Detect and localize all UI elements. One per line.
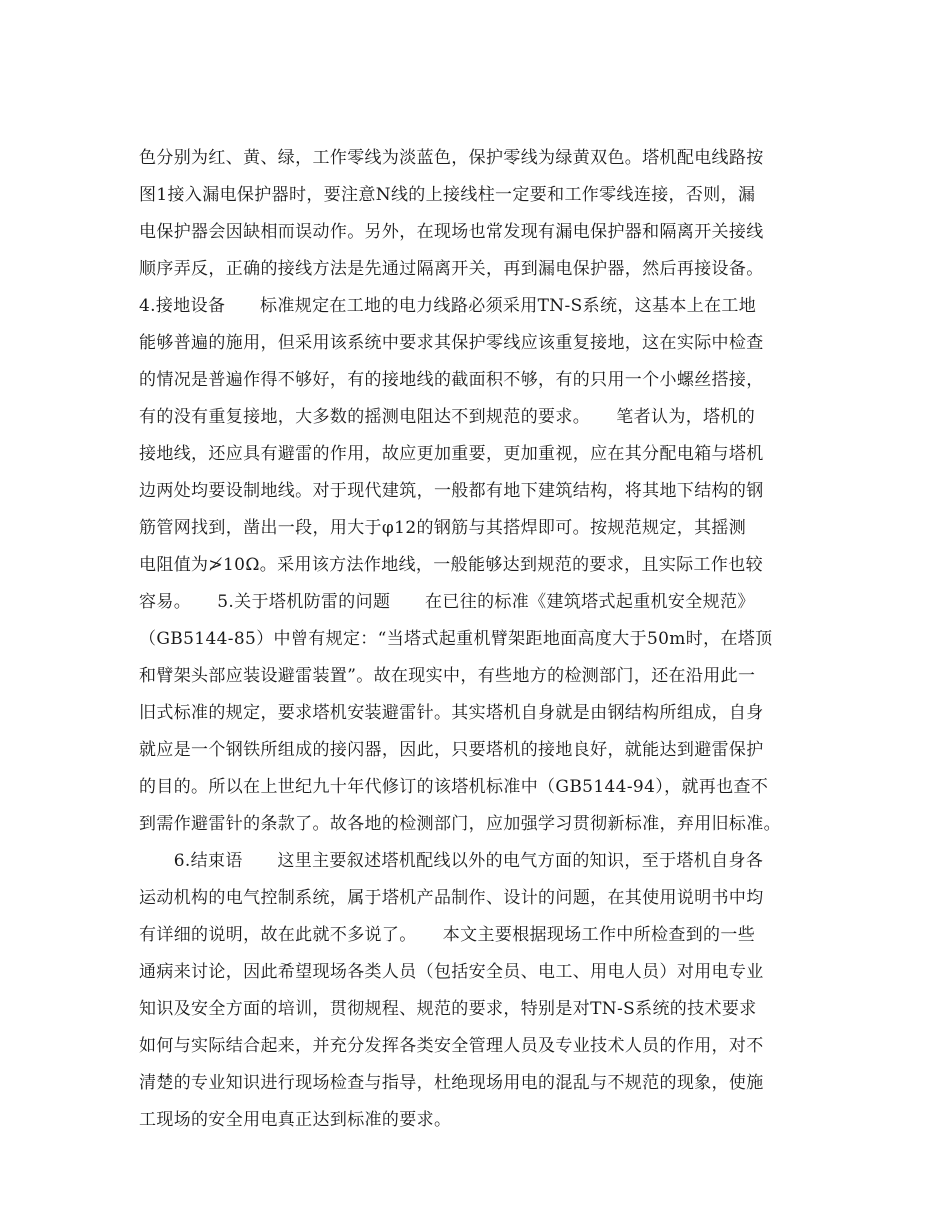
- text-line: 通病来讨论，因此希望现场各类人员（包括安全员、电工、用电人员）对用电专业: [139, 962, 764, 982]
- text-line: 如何与实际结合起来，并充分发挥各类安全管理人员及专业技术人员的作用，对不: [139, 1036, 764, 1056]
- text-line: 运动机构的电气控制系统，属于塔机产品制作、设计的问题，在其使用说明书中均: [139, 888, 764, 908]
- text-line: 能够普遍的施用，但采用该系统中要求其保护零线应该重复接地，这在实际中检查: [139, 333, 764, 353]
- text-line: 知识及安全方面的培训，贯彻规程、规范的要求，特别是对TN-S系统的技术要求: [139, 999, 757, 1019]
- text-line: 4.接地设备 标准规定在工地的电力线路必须采用TN-S系统，这基本上在工地: [139, 296, 757, 316]
- text-line: 6.结束语 这里主要叙述塔机配线以外的电气方面的知识，至于塔机自身各: [139, 851, 764, 871]
- text-line: 电阻值为≯10Ω。采用该方法作地线，一般能够达到规范的要求，且实际工作也较: [139, 555, 763, 575]
- text-line: 有详细的说明，故在此就不多说了。 本文主要根据现场工作中所检查到的一些: [139, 925, 756, 945]
- text-line: 到需作避雷针的条款了。故各地的检测部门，应加强学习贯彻新标准，弃用旧标准。: [139, 814, 781, 834]
- text-line: 图1接入漏电保护器时，要注意N线的上接线柱一定要和工作零线连接，否则，漏: [139, 185, 756, 205]
- text-line: 接地线，还应具有避雷的作用，故应更加重要，更加重视，应在其分配电箱与塔机: [139, 444, 764, 464]
- text-line: 就应是一个钢铁所组成的接闪器，因此，只要塔机的接地良好，就能达到避雷保护: [139, 740, 764, 760]
- text-line: 的情况是普遍作得不够好，有的接地线的截面积不够，有的只用一个小螺丝搭接，: [139, 370, 764, 390]
- text-line: 清楚的专业知识进行现场检查与指导，杜绝现场用电的混乱与不规范的现象，使施: [139, 1073, 764, 1093]
- text-line: 色分别为红、黄、绿，工作零线为淡蓝色，保护零线为绿黄双色。塔机配电线路按: [139, 148, 764, 168]
- text-line: 容易。 5.关于塔机防雷的问题 在已往的标准《建筑塔式起重机安全规范》: [139, 592, 755, 612]
- text-line: 筋管网找到，凿出一段，用大于φ12的钢筋与其搭焊即可。按规范规定，其摇测: [139, 518, 747, 538]
- text-line: 工现场的安全用电真正达到标准的要求。: [139, 1110, 452, 1130]
- text-line: 有的没有重复接地，大多数的摇测电阻达不到规范的要求。 笔者认为，塔机的: [139, 407, 756, 427]
- document-body: [139, 140, 819, 1139]
- text-line: 电保护器会因缺相而误动作。另外，在现场也常发现有漏电保护器和隔离开关接线: [139, 222, 764, 242]
- text-line: （GB5144-85）中曾有规定：“当塔式起重机臂架距地面高度大于50m时，在塔顶: [139, 629, 773, 649]
- text-line: 的目的。所以在上世纪九十年代修订的该塔机标准中（GB5144-94），就再也查不: [139, 777, 769, 797]
- text-line: 旧式标准的规定，要求塔机安装避雷针。其实塔机自身就是由钢结构所组成，自身: [139, 703, 764, 723]
- text-line: 边两处均要设制地线。对于现代建筑，一般都有地下建筑结构，将其地下结构的钢: [139, 481, 764, 501]
- text-line: 和臂架头部应装设避雷装置”。故在现实中，有些地方的检测部门，还在沿用此一: [139, 666, 756, 686]
- text-line: 顺序弄反，正确的接线方法是先通过隔离开关，再到漏电保护器，然后再接设备。: [139, 259, 764, 279]
